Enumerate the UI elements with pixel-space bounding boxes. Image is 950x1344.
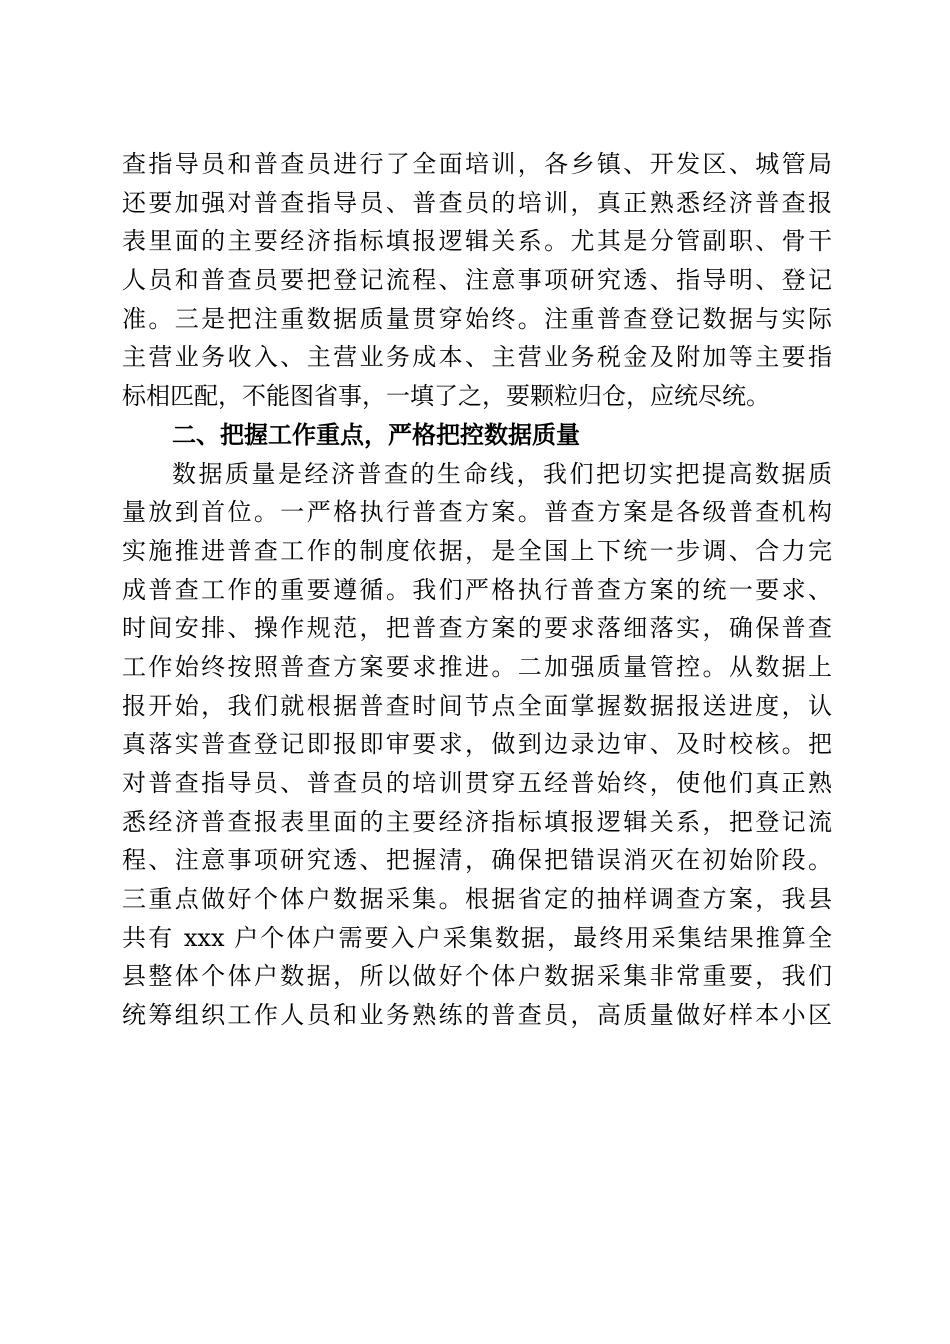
text-line: 成普查工作的重要遵循。我们严格执行普查方案的统一要求、	[122, 575, 832, 604]
text-line: 工作始终按照普查方案要求推进。二加强质量管控。从数据上	[122, 652, 832, 681]
text-line: 量放到首位。一严格执行普查方案。普查方案是各级普查机构	[122, 498, 832, 527]
document-body	[122, 145, 832, 1035]
text-line: 时间安排、操作规范，把普查方案的要求落细落实，确保普查	[122, 614, 832, 643]
text-line: 三重点做好个体户数据采集。根据省定的抽样调查方案，我县	[122, 885, 832, 914]
text-line: 对普查指导员、普查员的培训贯穿五经普始终，使他们真正熟	[122, 769, 832, 797]
text-line: 准。三是把注重数据质量贯穿始终。注重普查登记数据与实际	[122, 304, 832, 333]
text-line: 查指导员和普查员进行了全面培训，各乡镇、开发区、城管局	[122, 150, 832, 178]
text-line: 还要加强对普查指导员、普查员的培训，真正熟悉经济普查报	[122, 188, 832, 217]
text-line: 主营业务收入、主营业务成本、主营业务税金及附加等主要指	[122, 343, 832, 372]
text-line: 统筹组织工作人员和业务熟练的普查员，高质量做好样本小区	[122, 1001, 832, 1030]
paragraph-2	[122, 455, 832, 1035]
text-line: 程、注意事项研究透、把握清，确保把错误消灭在初始阶段。	[122, 846, 832, 875]
text-line: 报开始，我们就根据普查时间节点全面掌握数据报送进度，认	[122, 691, 832, 720]
text-line: 县整体个体户数据，所以做好个体户数据采集非常重要，我们	[122, 962, 832, 991]
section-heading: 二、把握工作重点，严格把控数据质量	[172, 420, 580, 449]
text-line: 实施推进普查工作的制度依据，是全国上下统一步调、合力完	[122, 536, 832, 565]
text-line: 数据质量是经济普查的生命线，我们把切实把提高数据质	[172, 459, 832, 488]
text-line: 共有 xxx 户个体户需要入户采集数据，最终用采集结果推算全	[122, 923, 832, 952]
text-line: 悉经济普查报表里面的主要经济指标填报逻辑关系，把登记流	[122, 807, 832, 836]
text-line: 真落实普查登记即报即审要求，做到边录边审、及时校核。把	[122, 730, 832, 759]
text-line: 表里面的主要经济指标填报逻辑关系。尤其是分管副职、骨干	[122, 227, 832, 256]
text-line: 标相匹配，不能图省事，一填了之，要颗粒归仓，应统尽统。	[122, 382, 770, 411]
paragraph-1	[122, 145, 832, 416]
text-line: 人员和普查员要把登记流程、注意事项研究透、指导明、登记	[122, 266, 832, 295]
